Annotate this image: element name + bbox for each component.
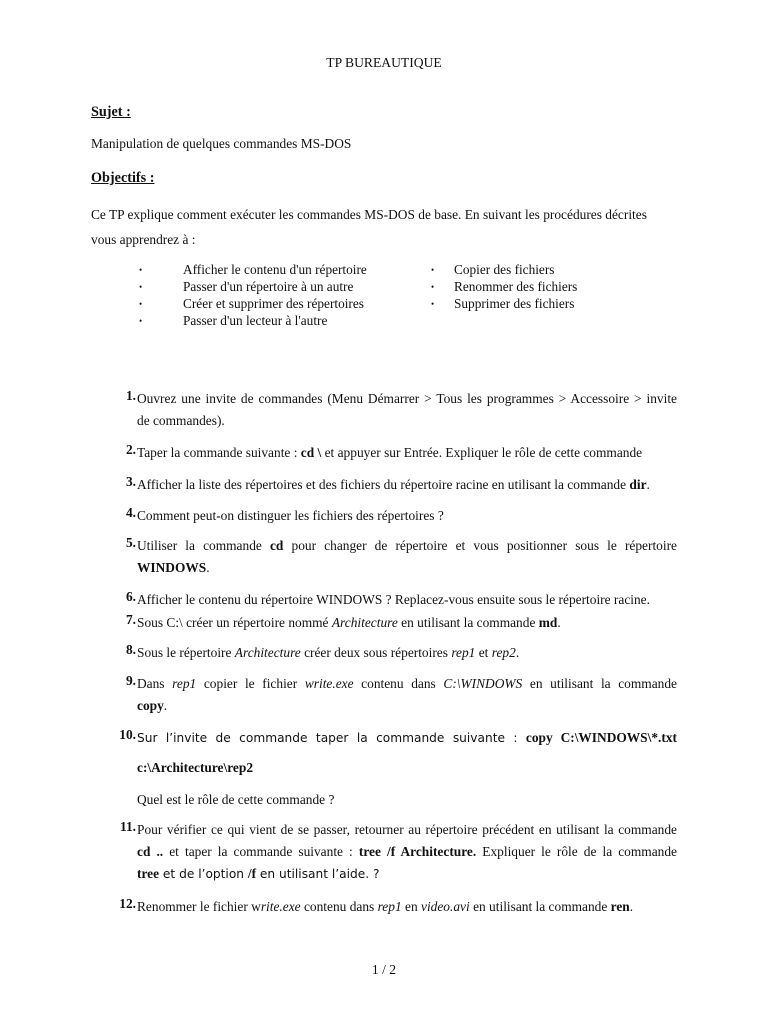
step-text: [137, 673, 677, 717]
step-text-part: .: [206, 560, 210, 575]
bullet-icon: •: [431, 282, 435, 292]
step-text-part: Taper la commande suivante :: [137, 445, 301, 460]
bullet-text: Passer d'un lecteur à l'autre: [183, 313, 328, 328]
step-text-part: Sous C:\ créer un répertoire nommé: [137, 615, 332, 630]
command: cd: [269, 538, 284, 553]
step-text-part: .: [557, 615, 561, 630]
step-text-part: .: [163, 698, 168, 713]
step-number: 9.: [125, 673, 136, 688]
step-text-part: et appuyer sur Entrée. Expliquer le rôle de cette commande: [321, 445, 643, 460]
step-number: 6.: [125, 589, 136, 604]
file-name: video.avi: [421, 899, 470, 914]
step-text: [137, 388, 677, 432]
bullet-text: Renommer des fichiers: [454, 279, 578, 294]
step-number: 4.: [125, 505, 136, 520]
step-number: 2.: [125, 442, 136, 457]
command: tree: [137, 866, 160, 881]
step-line: [137, 695, 677, 717]
bullet-icon: •: [139, 299, 143, 309]
directory-name: C:\WINDOWS: [443, 676, 523, 691]
step-line: [137, 841, 677, 863]
command: /f: [247, 866, 257, 881]
step-line: Ouvrez une invite de commandes (Menu Démarrer > Tous les programmes > Accessoire > invite: [137, 391, 677, 406]
bullet-text: Supprimer des fichiers: [454, 296, 575, 311]
directory-name: rep1: [172, 676, 197, 691]
command: copy: [137, 698, 164, 713]
step-text-part: .: [646, 477, 650, 492]
step-text-part: contenu dans: [300, 899, 378, 914]
step-text: [137, 442, 677, 464]
step-text-part: en utilisant la commande: [397, 615, 539, 630]
command: cd ..: [137, 844, 164, 859]
directory-name: rep1: [451, 645, 476, 660]
step-text-part: Dans: [137, 676, 173, 691]
bullet-icon: •: [431, 299, 435, 309]
step-text: [137, 474, 677, 496]
command: tree /f Architecture.: [358, 844, 477, 859]
command: md: [538, 615, 558, 630]
bullet-icon: •: [139, 265, 143, 275]
step-text-part: et de l’option: [159, 867, 248, 881]
step-line: de commandes).: [137, 413, 225, 428]
step-line: [137, 557, 677, 579]
directory-name: Architecture: [331, 615, 398, 630]
step-text-part: Afficher la liste des répertoires et des fichiers du répertoire racine en utilisant la commande: [137, 477, 630, 492]
bullet-text: Copier des fichiers: [454, 262, 555, 277]
bullet-icon: •: [431, 265, 435, 275]
page-number: 1 / 2: [371, 962, 397, 977]
file-name: rite.exe: [260, 899, 301, 914]
step-text: [137, 612, 677, 634]
step-line: [137, 535, 677, 557]
step-number: 7.: [125, 612, 136, 627]
step-text-part: Sous le répertoire: [137, 645, 235, 660]
step-text-part: copier le fichier: [196, 676, 305, 691]
command: c:\Architecture\rep2: [137, 760, 254, 775]
bullet-icon: •: [139, 316, 143, 326]
step-line: Pour vérifier ce qui vient de se passer, retourner au répertoire précédent en utilisant la commande: [137, 822, 677, 837]
step-text: [137, 727, 677, 811]
step-number: 1.: [125, 388, 136, 403]
sujet-heading: Sujet :: [91, 104, 131, 120]
command: cd \: [300, 445, 322, 460]
step-text: Afficher le contenu du répertoire WINDOWS ? Replacez-vous ensuite sous le répertoire racine.: [137, 592, 650, 607]
step-text-part: .: [515, 645, 520, 660]
bullet-text: Afficher le contenu d'un répertoire: [183, 262, 367, 277]
step-text: [137, 535, 677, 579]
sujet-text: Manipulation de quelques commandes MS-DOS: [91, 136, 352, 151]
step-number: 8.: [125, 642, 136, 657]
command: dir: [629, 477, 647, 492]
step-line: [137, 863, 677, 885]
bullet-text: Passer d'un répertoire à un autre: [183, 279, 354, 294]
bullet-text: Créer et supprimer des répertoires: [183, 296, 364, 311]
step-text-part: créer deux sous répertoires: [300, 645, 452, 660]
step-text-part: Renommer le fichier w: [137, 899, 261, 914]
step-number: 5.: [125, 535, 136, 550]
step-text-part: contenu dans: [353, 676, 444, 691]
step-number: 3.: [125, 474, 136, 489]
bullet-icon: •: [139, 282, 143, 292]
step-text: Comment peut-on distinguer les fichiers des répertoires ?: [137, 508, 444, 523]
step-text-part: en: [401, 899, 421, 914]
step-number: 11.: [120, 819, 136, 834]
objectifs-heading: Objectifs :: [91, 170, 155, 186]
question-text: Quel est le rôle de cette commande ?: [137, 792, 335, 807]
step-text: [137, 642, 677, 664]
step-text-part: .: [629, 899, 634, 914]
command: ren: [610, 899, 630, 914]
step-line: [137, 673, 677, 695]
step-text-part: Sur l’invite de commande taper la commande suivante :: [137, 731, 526, 745]
directory-name: rep1: [377, 899, 402, 914]
objectifs-intro-line2: vous apprendrez à :: [91, 232, 196, 247]
step-text-part: en utilisant la commande: [469, 899, 611, 914]
step-text-part: et taper la commande suivante :: [163, 844, 359, 859]
step-text: [137, 819, 677, 885]
step-text-part: en utilisant l’aide. ?: [256, 867, 380, 881]
step-number: 10.: [119, 727, 136, 742]
step-number: 12.: [119, 896, 136, 911]
command: WINDOWS: [137, 560, 207, 575]
step-line: [137, 727, 677, 749]
step-text-part: pour changer de répertoire et vous positionner sous le répertoire: [283, 538, 677, 553]
directory-name: rep2: [491, 645, 516, 660]
step-text-part: Utiliser la commande: [137, 538, 270, 553]
file-name: write.exe: [304, 676, 354, 691]
objectifs-intro-line1: Ce TP explique comment exécuter les commandes MS-DOS de base. En suivant les procédures décrites: [91, 207, 647, 222]
document-title: TP BUREAUTIQUE: [326, 55, 442, 70]
step-text-part: et: [475, 645, 492, 660]
directory-name: Architecture: [234, 645, 301, 660]
step-text-part: en utilisant la commande: [522, 676, 677, 691]
command: copy C:\WINDOWS\*.txt: [525, 730, 677, 745]
step-text: [137, 896, 677, 918]
step-text-part: Expliquer le rôle de la commande: [476, 844, 677, 859]
